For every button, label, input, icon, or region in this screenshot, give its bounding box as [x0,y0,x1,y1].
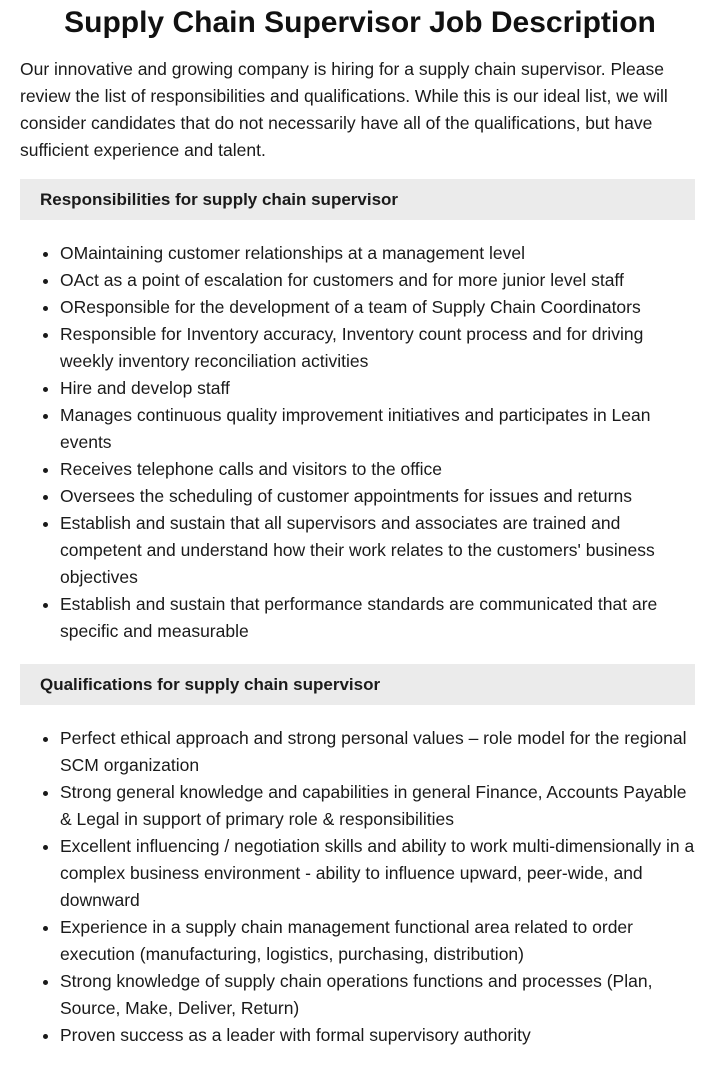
page-title: Supply Chain Supervisor Job Description [64,6,656,39]
list-item: • OMaintaining customer relationships at a management level [60,240,700,267]
list-item: • Hire and develop staff [60,375,700,402]
list-item: • Excellent influencing / negotiation skills and ability to work multi-dimensionally in a complex business environment - ability to influence upward, peer-wide, and downward [60,833,700,914]
list-item: • Proven success as a leader with formal supervisory authority [60,1022,700,1049]
responsibilities-list [20,240,700,645]
intro-paragraph: Our innovative and growing company is hiring for a supply chain supervisor. Please review the list of responsibilities and qualifications. While this is our ideal list, we will consider candidates that do not necessarily have all of the qualifications, but have sufficient experience and talent. [20,59,668,160]
responsibilities-heading: Responsibilities for supply chain supervisor [20,179,695,220]
list-item: • Establish and sustain that performance standards are communicated that are specific and measurable [60,591,700,645]
list-item: • OAct as a point of escalation for customers and for more junior level staff [60,267,700,294]
list-item: • Perfect ethical approach and strong personal values – role model for the regional SCM organization [60,725,700,779]
list-item: • OResponsible for the development of a team of Supply Chain Coordinators [60,294,700,321]
qualifications-list [20,725,700,1049]
qualifications-heading: Qualifications for supply chain supervisor [20,664,695,705]
list-item: • Strong general knowledge and capabilities in general Finance, Accounts Payable & Legal in support of primary role & responsibilities [60,779,700,833]
list-item: • Oversees the scheduling of customer appointments for issues and returns [60,483,700,510]
list-item: • Establish and sustain that all supervisors and associates are trained and competent and understand how their work relates to the customers' business objectives [60,510,700,591]
list-item: • Manages continuous quality improvement initiatives and participates in Lean events [60,402,700,456]
list-item: • Strong knowledge of supply chain operations functions and processes (Plan, Source, Make, Deliver, Return) [60,968,700,1022]
list-item: • Responsible for Inventory accuracy, Inventory count process and for driving weekly inventory reconciliation activities [60,321,700,375]
list-item: • Receives telephone calls and visitors to the office [60,456,700,483]
list-item: • Experience in a supply chain management functional area related to order execution (manufacturing, logistics, purchasing, distribution) [60,914,700,968]
